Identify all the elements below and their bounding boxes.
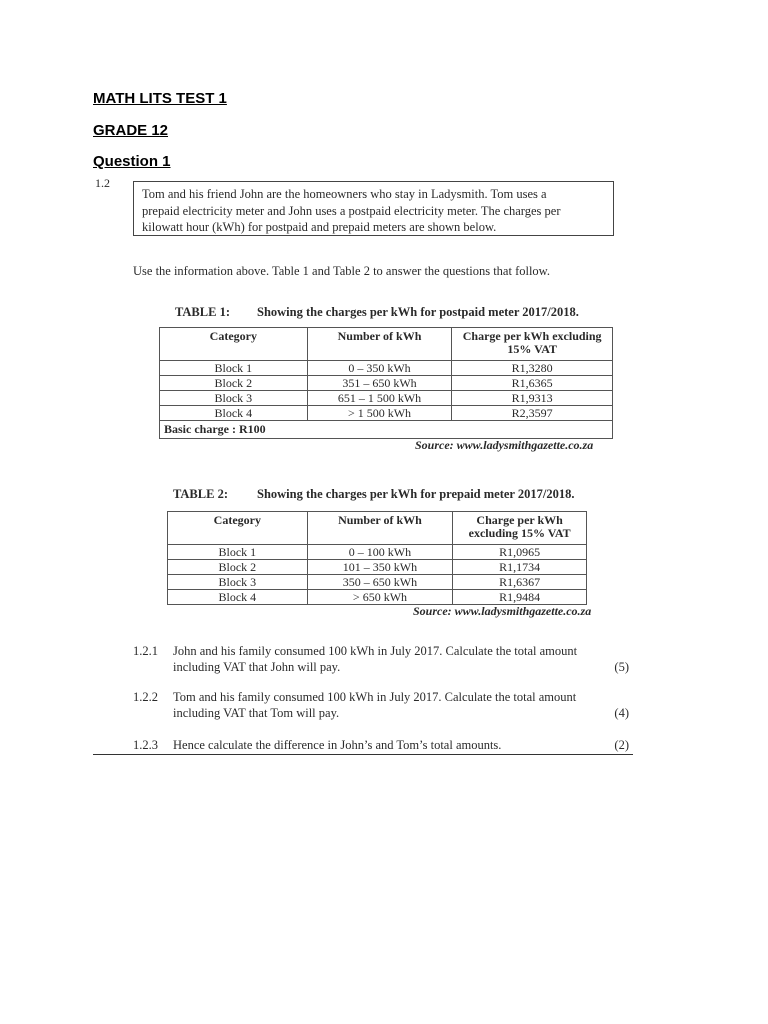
table2-caption-text: Showing the charges per kWh for prepaid meter 2017/2018.	[257, 487, 575, 501]
table1-header-row	[160, 328, 613, 361]
table-cell: Block 2	[168, 560, 308, 575]
question-number: 1.2	[95, 176, 110, 190]
question-1-2-3	[133, 737, 633, 755]
table-cell: 651 – 1 500 kWh	[307, 391, 452, 406]
table-row	[168, 560, 587, 575]
question-marks: (2)	[614, 738, 629, 752]
table1-caption	[175, 305, 579, 320]
table-cell: Block 3	[160, 391, 308, 406]
table-cell: 350 – 650 kWh	[307, 575, 453, 590]
table1	[159, 327, 613, 439]
table2-header-charge: Charge per kWh excluding 15% VAT	[453, 512, 587, 545]
table-cell: Block 4	[160, 406, 308, 421]
table2-header-category: Category	[168, 512, 308, 545]
table1-header-kwh: Number of kWh	[307, 328, 452, 361]
table-cell: R1,9484	[453, 590, 587, 605]
question-marks: (5)	[614, 660, 629, 674]
table2-header-kwh: Number of kWh	[307, 512, 453, 545]
table1-label: TABLE 1:	[175, 305, 230, 319]
intro-line: Tom and his friend John are the homeowners who stay in Ladysmith. Tom uses a	[142, 187, 547, 201]
question-text: including VAT that Tom will pay.	[173, 706, 340, 720]
table-cell: R1,6365	[452, 376, 613, 391]
table-cell: 101 – 350 kWh	[307, 560, 453, 575]
question-marks: (4)	[614, 706, 629, 720]
table-cell: R1,3280	[452, 361, 613, 376]
question-heading: Question 1	[93, 153, 171, 170]
table2-caption	[173, 487, 574, 502]
table-cell: 0 – 350 kWh	[307, 361, 452, 376]
table-cell: R1,9313	[452, 391, 613, 406]
table-cell: > 650 kWh	[307, 590, 453, 605]
table-row	[168, 575, 587, 590]
table-row	[160, 361, 613, 376]
table-cell: R2,3597	[452, 406, 613, 421]
question-text: Hence calculate the difference in John’s and Tom’s total amounts.	[173, 738, 502, 752]
table-row	[160, 391, 613, 406]
table1-caption-text: Showing the charges per kWh for postpaid meter 2017/2018.	[257, 305, 579, 319]
table1-source: Source: www.ladysmithgazette.co.za	[415, 438, 594, 452]
table1-basic-charge-row	[160, 421, 613, 439]
question-number: 1.2.3	[133, 738, 158, 752]
table-cell: Block 4	[168, 590, 308, 605]
test-title: MATH LITS TEST 1	[93, 90, 227, 107]
table2-header-row	[168, 512, 587, 545]
intro-line: prepaid electricity meter and John uses a postpaid electricity meter. The charges per	[142, 203, 561, 218]
intro-line: kilowatt hour (kWh) for postpaid and prepaid meters are shown below.	[142, 220, 497, 234]
table-cell: Block 1	[168, 545, 308, 560]
table-cell: Block 2	[160, 376, 308, 391]
table1-header-category: Category	[160, 328, 308, 361]
table-cell: > 1 500 kWh	[307, 406, 452, 421]
table-cell: R1,6367	[453, 575, 587, 590]
table-cell: Block 1	[160, 361, 308, 376]
table-cell: R1,1734	[453, 560, 587, 575]
intro-box	[133, 181, 614, 236]
table-cell: 0 – 100 kWh	[307, 545, 453, 560]
bottom-rule	[93, 754, 633, 755]
table-cell: 351 – 650 kWh	[307, 376, 452, 391]
question-text: Tom and his family consumed 100 kWh in July 2017. Calculate the total amount	[173, 690, 577, 704]
table-cell: Block 3	[168, 575, 308, 590]
question-1-2-2	[133, 689, 633, 723]
basic-charge: Basic charge : R100	[160, 421, 613, 439]
table1-header-charge: Charge per kWh excluding 15% VAT	[452, 328, 613, 361]
table-cell: R1,0965	[453, 545, 587, 560]
table-row	[168, 590, 587, 605]
question-text: including VAT that John will pay.	[173, 660, 341, 674]
question-text: John and his family consumed 100 kWh in July 2017. Calculate the total amount	[173, 644, 578, 658]
table2	[167, 511, 587, 605]
grade-heading: GRADE 12	[93, 122, 169, 139]
table-row	[160, 376, 613, 391]
table-row	[168, 545, 587, 560]
table2-source: Source: www.ladysmithgazette.co.za	[413, 604, 592, 618]
instruction-text: Use the information above. Table 1 and Table 2 to answer the questions that follow.	[133, 264, 551, 278]
table-row	[160, 406, 613, 421]
question-1-2-1	[133, 643, 633, 677]
question-number: 1.2.1	[133, 644, 158, 658]
question-number: 1.2.2	[133, 690, 158, 704]
table2-label: TABLE 2:	[173, 487, 228, 501]
